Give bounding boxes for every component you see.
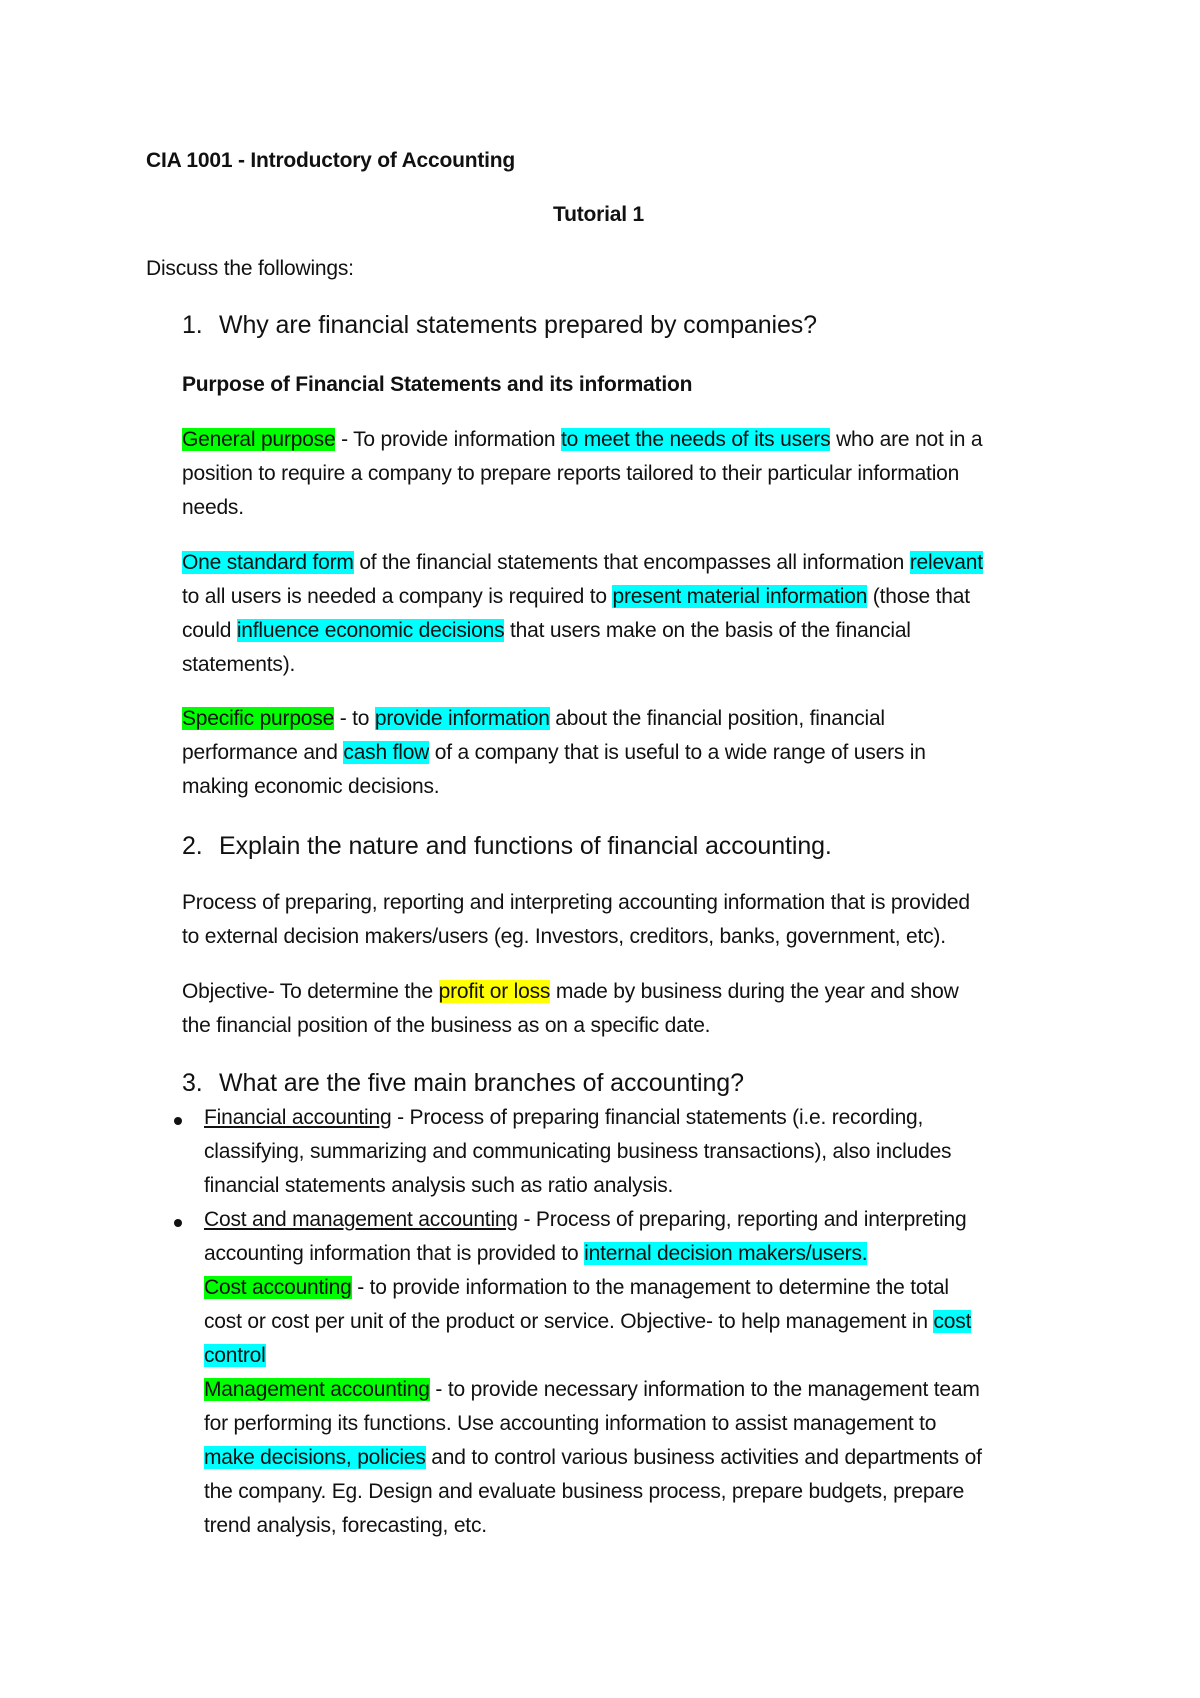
- q3-b2-line1: [204, 1208, 966, 1232]
- q1-number: 1.: [182, 311, 203, 339]
- q3-b2-line10: trend analysis, forecasting, etc.: [204, 1514, 487, 1537]
- q3-b2-line9: the company. Eg. Design and evaluate business process, prepare budgets, prepare: [204, 1480, 965, 1503]
- q1-p1-line1: [182, 428, 982, 452]
- text-run: - Process of preparing financial statements (i.e. recording,: [391, 1106, 924, 1129]
- highlight-make-decisions: make decisions, policies: [204, 1446, 426, 1469]
- q2-p1-line2: to external decision makers/users (eg. Investors, creditors, banks, government, etc).: [182, 925, 946, 948]
- q3-b1-line3: financial statements analysis such as ratio analysis.: [204, 1174, 674, 1197]
- highlight-internal-users: internal decision makers/users.: [584, 1242, 868, 1265]
- q1-p3-line1: [182, 707, 885, 731]
- bullet-icon: [174, 1219, 182, 1227]
- intro-text: Discuss the followings:: [146, 257, 354, 280]
- q3-question: What are the five main branches of accounting?: [219, 1069, 744, 1097]
- q1-p1-line2: position to require a company to prepare reports tailored to their particular information: [182, 462, 960, 485]
- text-run: - to: [334, 707, 375, 730]
- highlight-cash-flow: cash flow: [343, 741, 430, 764]
- q1-p2-line2: [182, 585, 970, 609]
- highlight-management-accounting: Management accounting: [204, 1378, 430, 1401]
- text-run: accounting information that is provided to: [204, 1242, 585, 1265]
- highlight-material-info: present material information: [612, 585, 868, 608]
- course-title: CIA 1001 - Introductory of Accounting: [146, 149, 516, 172]
- tutorial-heading: Tutorial 1: [553, 203, 644, 226]
- highlight-users-needs: to meet the needs of its users: [560, 428, 831, 451]
- text-run: Objective- To determine the: [182, 980, 439, 1003]
- q1-p3-line3: making economic decisions.: [182, 775, 440, 798]
- text-run: (those that: [867, 585, 970, 608]
- text-run: - To provide information: [335, 428, 561, 451]
- highlight-specific-purpose: Specific purpose: [182, 707, 335, 730]
- text-run: could: [182, 619, 237, 642]
- text-run: about the financial position, financial: [549, 707, 885, 730]
- q1-p2-line3: [182, 619, 911, 643]
- q2-p1-line1: Process of preparing, reporting and interpreting accounting information that is provided: [182, 891, 970, 914]
- text-run: - to provide information to the management to determine the total: [351, 1276, 949, 1299]
- q1-p2-line4: statements).: [182, 653, 296, 676]
- q3-b2-line3: [204, 1276, 949, 1300]
- text-run: of the financial statements that encompasses all information: [353, 551, 910, 574]
- text-run: to all users is needed a company is required to: [182, 585, 613, 608]
- q1-subheading: Purpose of Financial Statements and its information: [182, 373, 693, 396]
- q1-p3-line2: [182, 741, 926, 765]
- highlight-cost: cost: [933, 1310, 972, 1333]
- highlight-one-standard-form: One standard form: [182, 551, 354, 574]
- text-run: that users make on the basis of the financial: [504, 619, 911, 642]
- highlight-economic-decisions: influence economic decisions: [236, 619, 505, 642]
- q3-b2-line8: [204, 1446, 982, 1470]
- q2-p2-line1: [182, 980, 959, 1004]
- text-run: - Process of preparing, reporting and interpreting: [517, 1208, 967, 1231]
- q1-p2-line1: [182, 551, 983, 575]
- term-cost-management-accounting: Cost and management accounting: [204, 1208, 518, 1231]
- text-run: - to provide necessary information to the management team: [429, 1378, 980, 1401]
- q2-p2-line2: the financial position of the business as on a specific date.: [182, 1014, 711, 1037]
- bullet-icon: [174, 1117, 182, 1125]
- text-run: of a company that is useful to a wide range of users in: [429, 741, 926, 764]
- highlight-profit-or-loss: profit or loss: [438, 980, 551, 1003]
- highlight-relevant: relevant: [909, 551, 983, 574]
- q1-p1-line3: needs.: [182, 496, 244, 519]
- term-financial-accounting: Financial accounting: [204, 1106, 392, 1129]
- highlight-general-purpose: General purpose: [182, 428, 336, 451]
- text-run: performance and: [182, 741, 344, 764]
- highlight-control: control: [204, 1344, 266, 1367]
- q3-b2-line5: [204, 1344, 266, 1368]
- q2-question: Explain the nature and functions of financial accounting.: [219, 832, 832, 860]
- text-run: who are not in a: [830, 428, 983, 451]
- highlight-cost-accounting: Cost accounting: [204, 1276, 352, 1299]
- q3-b2-line4: [204, 1310, 971, 1334]
- q3-b2-line2: [204, 1242, 867, 1266]
- q3-b1-line1: [204, 1106, 923, 1130]
- q3-number: 3.: [182, 1069, 203, 1097]
- text-run: made by business during the year and show: [550, 980, 959, 1003]
- q3-b2-line7: for performing its functions. Use accounting information to assist management to: [204, 1412, 937, 1435]
- text-run: cost or cost per unit of the product or service. Objective- to help management in: [204, 1310, 934, 1333]
- q3-b2-line6: [204, 1378, 980, 1402]
- q1-question: Why are financial statements prepared by companies?: [219, 311, 817, 339]
- q2-number: 2.: [182, 832, 203, 860]
- q3-b1-line2: classifying, summarizing and communicating business transactions), also includes: [204, 1140, 952, 1163]
- highlight-provide-info: provide information: [374, 707, 550, 730]
- text-run: and to control various business activities and departments of: [425, 1446, 982, 1469]
